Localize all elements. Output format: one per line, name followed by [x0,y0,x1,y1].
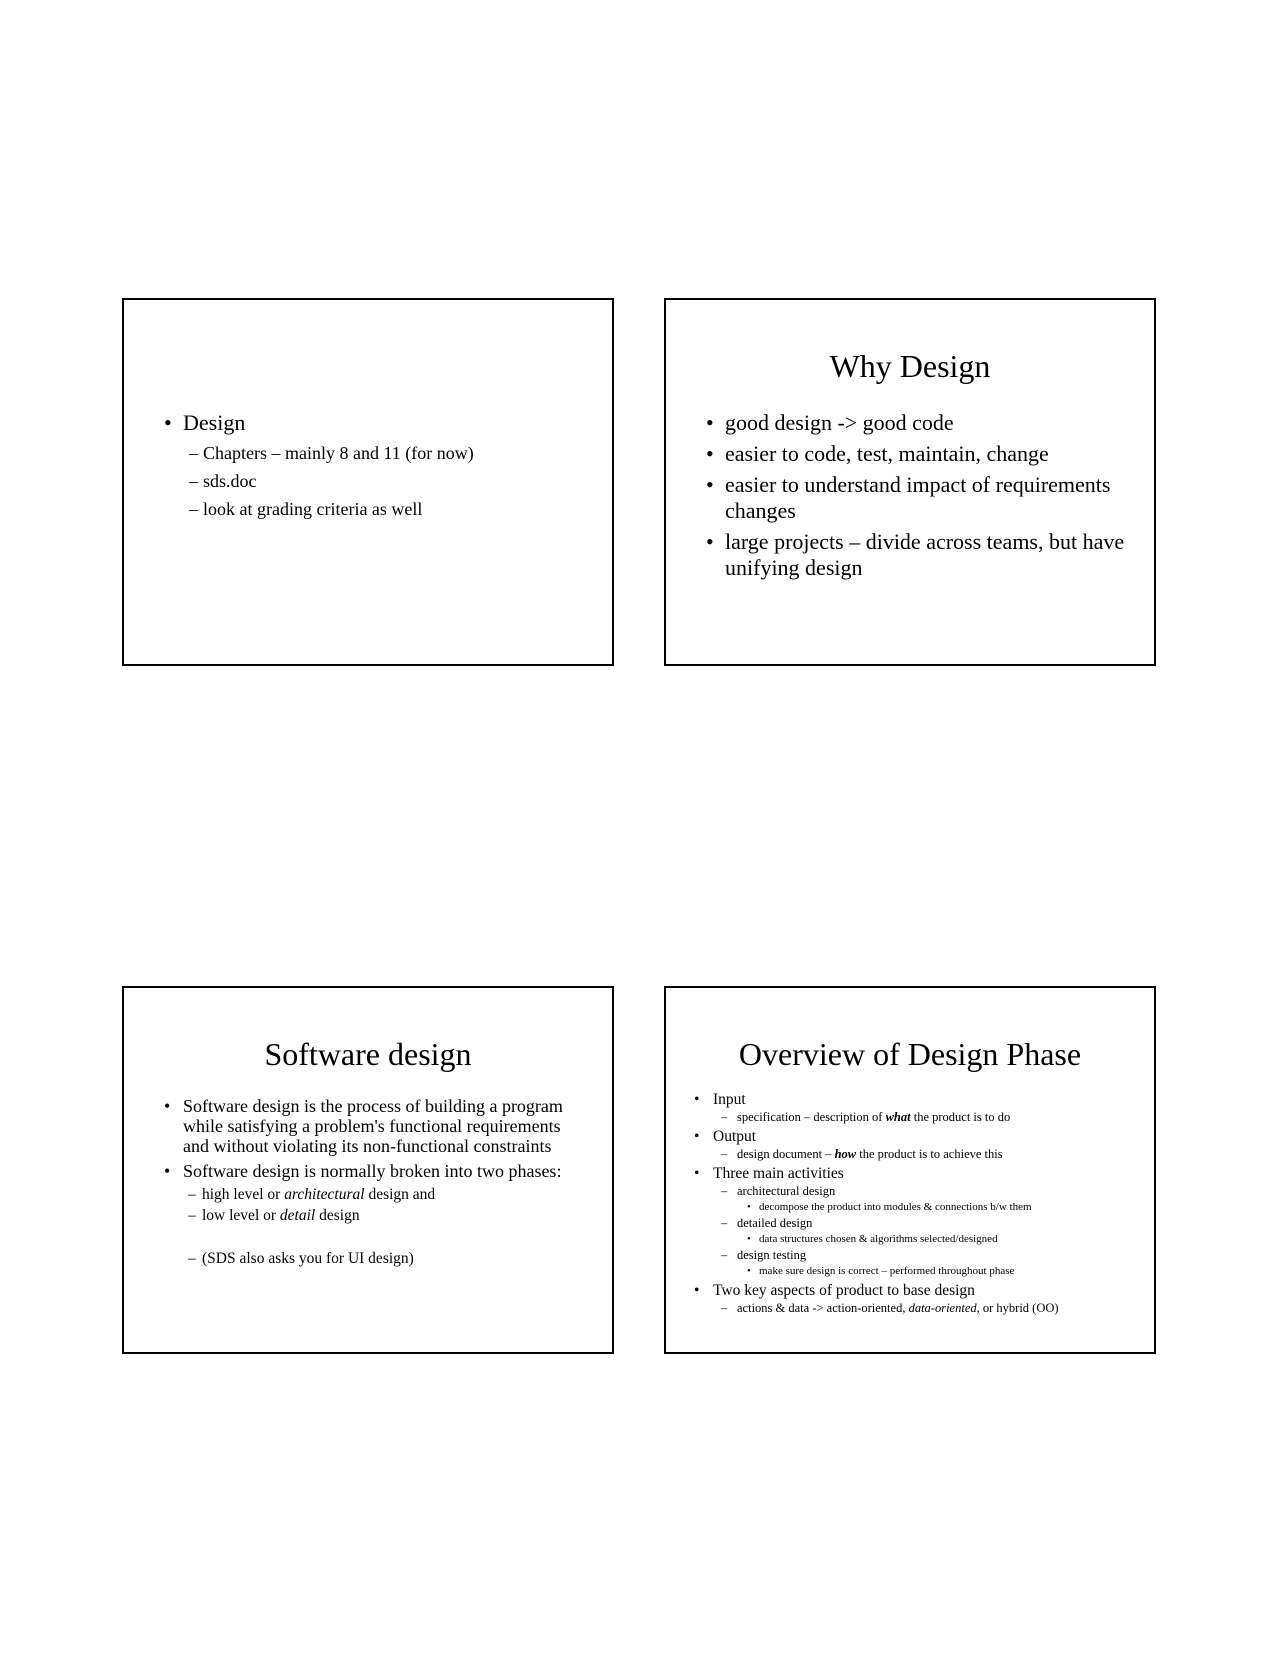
sub-sub-list [747,1231,1144,1247]
bullet-text: Two key aspects of product to base design [713,1282,975,1299]
sub-item [721,1247,1144,1279]
sub-text: the product is to do [910,1110,1011,1124]
sub-item [188,1248,574,1269]
bullet-icon: • [694,1165,700,1182]
list-item [706,529,1126,581]
sub-list [188,1184,574,1269]
sub-text-emphasis: architectural [284,1186,365,1203]
sub-item [188,1184,574,1205]
sub-item [721,1146,1144,1162]
slide-title: Overview of Design Phase [738,1036,1082,1072]
bullet-text: good design -> good code [725,410,954,435]
sub-item [188,1205,574,1226]
list-item [706,410,1126,436]
sub-text-emphasis: detail [279,1207,316,1224]
dash-icon: – [721,1147,728,1161]
sub-text: , or hybrid (OO) [976,1301,1059,1315]
bullet-list [706,410,1126,581]
sub-text: sds.doc [203,471,257,491]
slide-3 [122,986,614,1354]
sub-sub-text: decompose the product into modules & connections b/w them [759,1201,1032,1213]
sub-text-emphasis: what [885,1110,911,1124]
sub-item [189,498,584,520]
sub-text: design [315,1207,360,1224]
sub-text: high level or [202,1186,285,1203]
sub-text: look at grading criteria as well [203,499,423,519]
dash-icon: – [721,1110,728,1124]
slide-4 [664,986,1156,1354]
sub-item [721,1215,1144,1247]
dash-icon: – [188,1207,196,1224]
sub-list [721,1300,1144,1316]
sub-text: low level or [202,1207,280,1224]
sub-sub-text: data structures chosen & algorithms selected/designed [759,1233,998,1245]
sub-text-emphasis: data-oriented [908,1301,977,1315]
bullet-icon: • [164,410,172,435]
sub-sub-list [747,1199,1144,1215]
dash-icon: – [721,1248,728,1262]
bullet-list [164,410,584,520]
bullet-icon: • [747,1201,751,1213]
dash-icon: – [189,471,198,491]
bullet-text: Three main activities [713,1165,844,1182]
slide-1-body [164,410,584,526]
bullet-text: Software design is normally broken into two phases: [183,1161,562,1181]
list-item [164,410,584,520]
sub-item [721,1300,1144,1316]
sub-sub-list [747,1263,1144,1279]
sub-text-emphasis: how [834,1147,857,1161]
sub-text: design testing [737,1248,807,1262]
bullet-icon: • [694,1128,700,1145]
slide-title: Why Design [829,348,991,384]
slide-2 [664,298,1156,666]
bullet-text: Input [713,1091,746,1108]
dash-icon: – [721,1184,728,1198]
sub-item [189,470,584,492]
dash-icon: – [189,499,198,519]
bullet-icon: • [694,1282,700,1299]
bullet-list [694,1090,1144,1316]
bullet-text: Design [183,410,246,435]
slide-4-body [694,1090,1144,1318]
slide-1 [122,298,614,666]
sub-text: specification – description of [737,1110,886,1124]
sub-text: detailed design [737,1216,813,1230]
sub-list [189,442,584,520]
list-item [694,1281,1144,1316]
slide-3-body [164,1096,574,1274]
bullet-list [164,1096,574,1269]
list-item [706,472,1126,524]
slide-2-body [706,410,1126,586]
bullet-icon: • [747,1265,751,1277]
sub-text: design document – [737,1147,835,1161]
bullet-icon: • [747,1233,751,1245]
sub-list [721,1146,1144,1162]
list-item [164,1096,574,1156]
sub-text: architectural design [737,1184,836,1198]
sub-text: actions & data -> action-oriented, [737,1301,909,1315]
dash-icon: – [188,1186,196,1203]
sub-item [189,442,584,464]
list-item [164,1161,574,1269]
sub-list [721,1183,1144,1279]
dash-icon: – [189,443,198,463]
bullet-icon: • [164,1096,171,1116]
sub-sub-item [747,1199,1144,1215]
sub-text: (SDS also asks you for UI design) [202,1250,414,1267]
dash-icon: – [721,1301,728,1315]
sub-item [721,1109,1144,1125]
dash-icon: – [188,1250,196,1267]
bullet-text: easier to understand impact of requirements changes [725,472,1111,523]
list-item [706,441,1126,467]
bullet-icon: • [706,529,714,554]
list-item [694,1164,1144,1279]
bullet-text: easier to code, test, maintain, change [725,441,1049,466]
sub-text: Chapters – mainly 8 and 11 (for now) [203,443,474,463]
sub-sub-item [747,1263,1144,1279]
slide-title: Software design [264,1036,472,1072]
sub-text: the product is to achieve this [856,1147,1003,1161]
bullet-icon: • [694,1091,700,1108]
dash-icon: – [721,1216,728,1230]
bullet-text: Output [713,1128,757,1145]
bullet-icon: • [706,410,714,435]
bullet-icon: • [706,472,714,497]
bullet-text: large projects – divide across teams, but have unifying design [725,529,1125,580]
list-item [694,1090,1144,1125]
sub-sub-item [747,1231,1144,1247]
bullet-icon: • [706,441,714,466]
sub-list [721,1109,1144,1125]
sub-item [721,1183,1144,1215]
sub-text: design and [364,1186,436,1203]
bullet-icon: • [164,1161,171,1181]
sub-sub-text: make sure design is correct – performed throughout phase [759,1265,1015,1277]
bullet-text: Software design is the process of building a program while satisfying a problem's functional requirements and without violating its non-functional constraints [183,1096,563,1156]
list-item [694,1127,1144,1162]
